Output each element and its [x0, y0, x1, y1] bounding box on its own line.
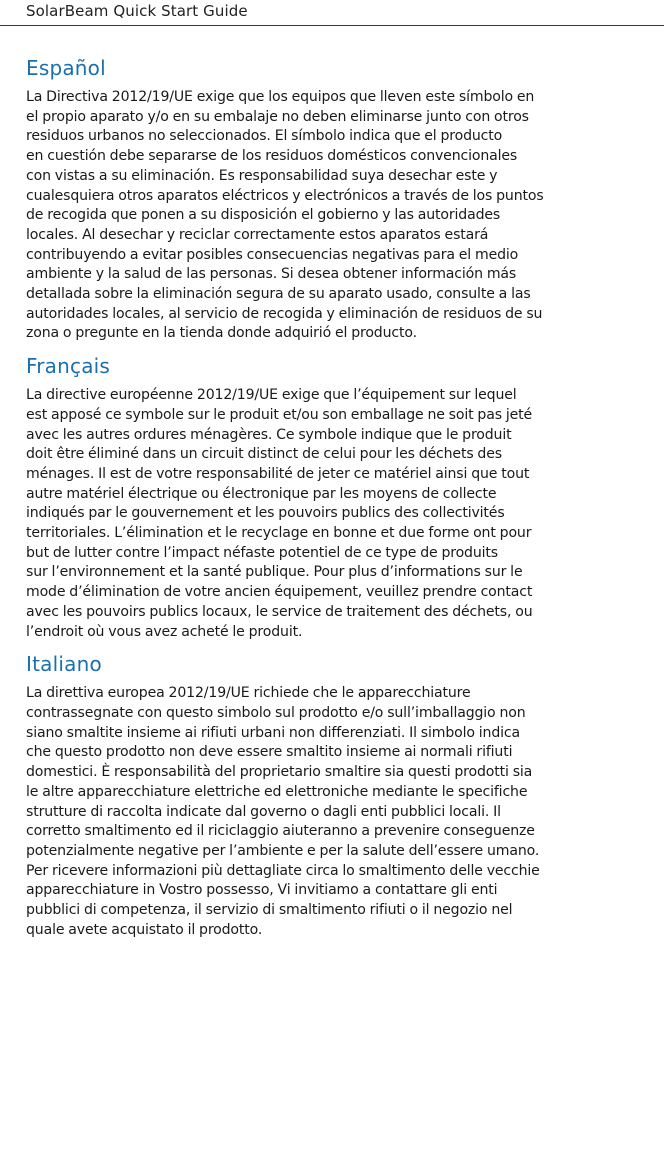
page-header [0, 0, 664, 26]
page-title: SolarBeam Quick Start Guide [26, 2, 248, 20]
section-heading-italiano: Italiano [26, 652, 102, 677]
section-body-espanol: La Directiva 2012/19/UE exige que los equipos que lleven este símbolo en el propio aparato y/o en su embalaje no deben eliminarse junto con otros residuos urbanos no seleccionados. El símbolo indica que el producto en cuestión debe separarse de los residuos domésticos convencionales con vistas a su eliminación. Es responsabilidad suya desechar este y cualesquiera otros aparatos eléctricos y electrónicos a través de los puntos de recogida que ponen a su disposición el gobierno y las autoridades locales. Al desechar y reciclar correctamente estos aparatos estará contribuyendo a evitar posibles consecuencias negativas para el medio ambiente y la salud de las personas. Si desea obtener información más detallada sobre la eliminación segura de su aparato usado, consulte a las autoridades locales, al servicio de recogida y eliminación de residuos de su zona o pregunte en la tienda donde adquirió el producto. [26, 89, 544, 342]
section-heading-espanol: Español [26, 56, 106, 80]
section-body-italiano: La direttiva europea 2012/19/UE richiede che le apparecchiature contrassegnate con questo simbolo sul prodotto e/o sull’imballaggio non siano smaltite insieme ai rifiuti urbani non differenziati. Il simbolo indica che questo prodotto non deve essere smaltito insieme ai normali rifiuti domestici. È responsabilità del proprietario smaltire sia questi prodotti sia le altre apparecchiature elettriche ed elettroniche mediante le specifiche strutture di raccolta indicate dal governo o dagli enti pubblici locali. Il corretto smaltimento ed il riciclaggio aiuteranno a prevenire conseguenze potenzialmente negative per l’ambiente e per la salute dell’essere umano. Per ricevere informazioni più dettagliate circa lo smaltimento delle vecchie apparecchiature in Vostro possesso, Vi invitiamo a contattare gli enti pubblici di competenza, il servizio di smaltimento rifiuti o il negozio nel quale avete acquistato il prodotto. [26, 685, 540, 938]
section-francais [26, 352, 658, 642]
section-heading-francais: Français [26, 354, 111, 379]
section-body-francais: La directive européenne 2012/19/UE exige que l’équipement sur lequel est apposé ce symbole sur le produit et/ou son emballage ne soit pas jeté avec les autres ordures ménagères. Ce symbole indique que le produit doit être éliminé dans un circuit distinct de celui pour les déchets des ménages. Il est de votre responsabilité de jeter ce matériel ainsi que tout autre matériel électrique ou électronique par les moyens de collecte indiqués par le gouvernement et les pouvoirs publics des collectivités territoriales. L’élimination et le recyclage en bonne et due forme ont pour but de lutter contre l’impact néfaste potentiel de ce type de produits sur l’environnement et la santé publique. Pour plus d’informations sur le mode d’élimination de votre ancien équipement, veuillez prendre contact avec les pouvoirs publics locaux, le service de traitement des déchets, ou l’endroit où vous avez acheté le produit. [26, 387, 533, 640]
document-content [26, 54, 658, 948]
section-espanol [26, 54, 658, 344]
section-italiano [26, 650, 658, 940]
